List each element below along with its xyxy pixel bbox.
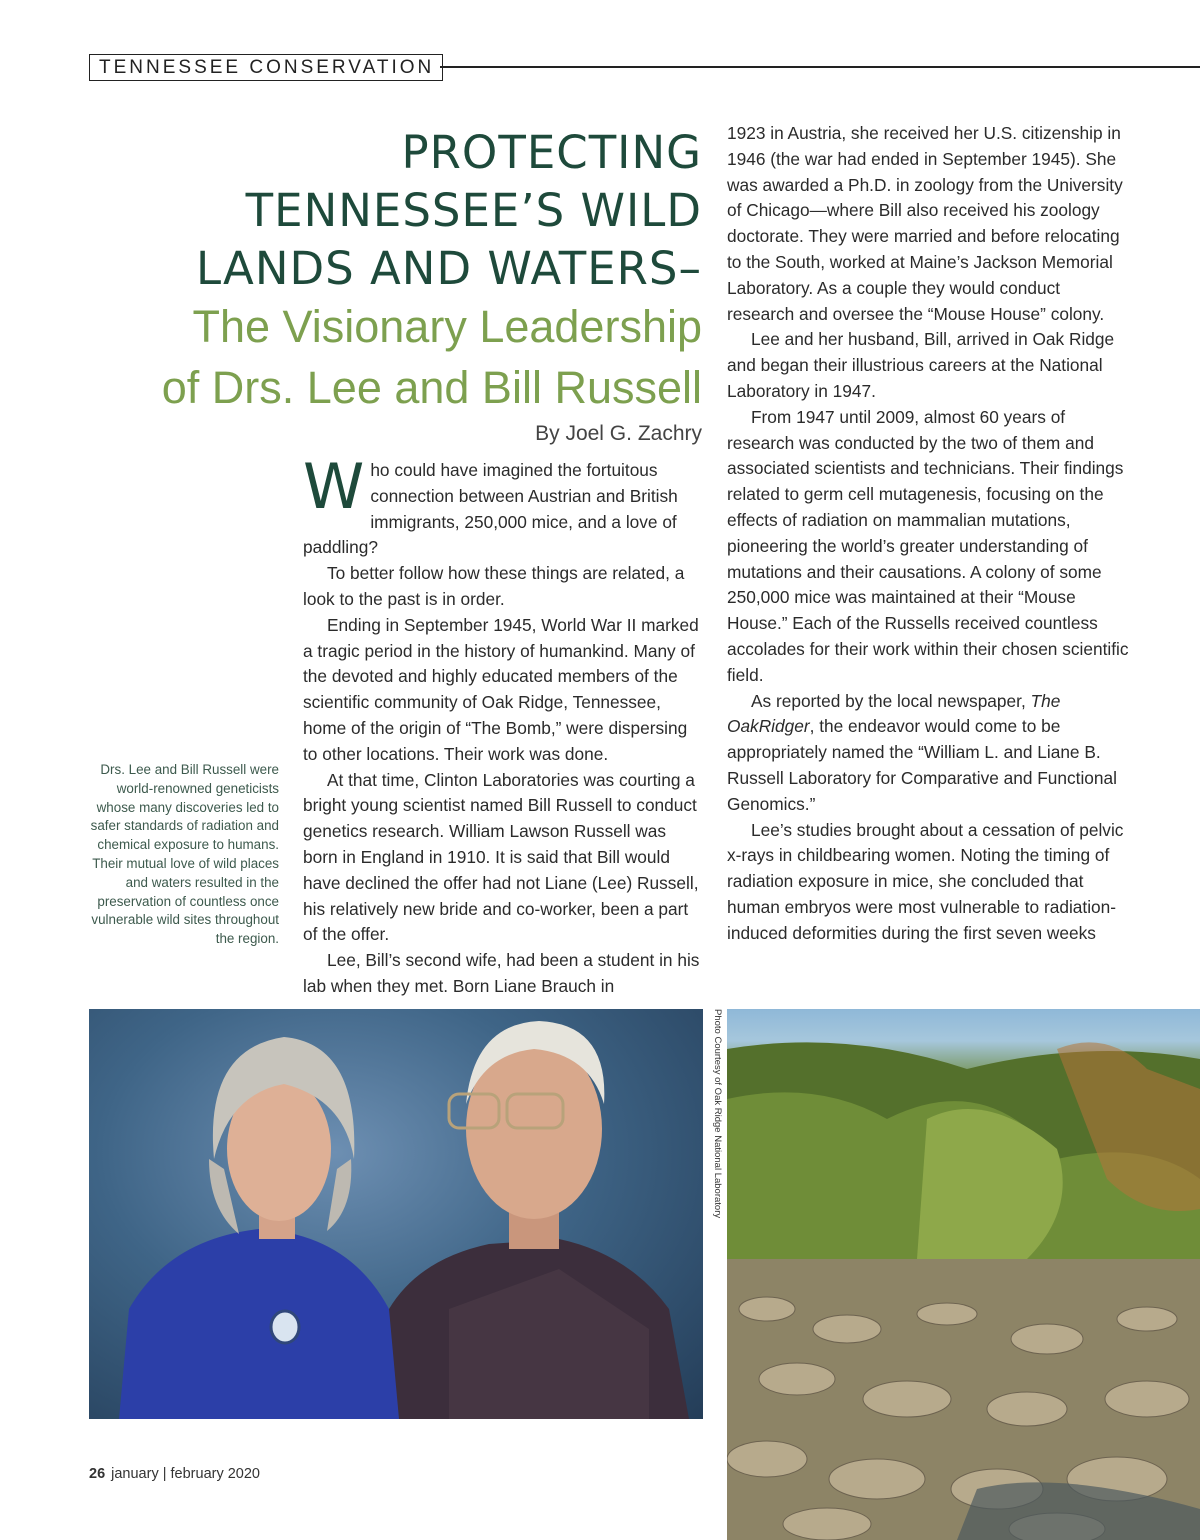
portrait-illustration <box>89 1009 703 1419</box>
page-number: 26 <box>89 1466 106 1482</box>
headline <box>196 124 702 298</box>
headline-line: PROTECTING <box>401 126 702 179</box>
paragraph: Lee, Bill’s second wife, had been a student in his lab when they met. Born Liane Brauch in <box>303 950 700 996</box>
paragraph: Lee and her husband, Bill, arrived in Oak Ridge and began their illustrious careers at the National Laboratory in 1947. <box>727 329 1115 401</box>
portrait-photo <box>89 1009 703 1419</box>
section-tag: TENNESSEE CONSERVATION <box>89 54 443 81</box>
paragraph: At that time, Clinton Laboratories was courting a bright young scientist named Bill Russell to conduct genetics research. William Lawson Russell was born in England in 1910. It is said that Bill would have declined the offer had not Liane (Lee) Russell, his relatively new bride and co-worker, been a part of the offer. <box>303 769 699 945</box>
article-column-left <box>303 450 703 1000</box>
paragraph-text: As reported by the local newspaper, <box>751 690 1031 711</box>
article-column-right <box>727 121 1129 947</box>
drop-cap: W <box>303 450 365 523</box>
photo-credit <box>712 1009 722 1229</box>
subhead-line: The Visionary Leadership <box>192 301 702 352</box>
paragraph: Ending in September 1945, World War II marked a tragic period in the history of humankind. Many of the devoted and highly educated members of the scientific community of Oak Ridge, Tennessee, home of the origin of “The Bomb,” were dispersing to other locations. Their work was done. <box>303 614 699 764</box>
issue-date: january | february 2020 <box>111 1466 260 1482</box>
paragraph: To better follow how these things are related, a look to the past is in order. <box>303 563 685 609</box>
newspaper-name: The OakRidger <box>727 690 1061 737</box>
paragraph <box>303 450 703 561</box>
header-rule <box>440 66 1200 68</box>
byline: By Joel G. Zachry <box>535 422 702 445</box>
river-illustration <box>727 1009 1200 1540</box>
photo-caption: Drs. Lee and Bill Russell were world-renowned geneticists whose many discoveries led to safer standards of radiation and chemical exposure to humans. Their mutual love of wild places and waters resulted in the preservation of countless once vulnerable wild sites throughout the region. <box>90 762 279 947</box>
page-footer <box>89 1466 260 1482</box>
paragraph-text: , the endeavor would come to be appropriately named the “William L. and Liane B. Russell Laboratory for Comparative and Functional Genomics.” <box>727 716 1117 814</box>
subhead <box>162 296 702 418</box>
paragraph: 1923 in Austria, she received her U.S. citizenship in 1946 (the war had ended in September 1945). She was awarded a Ph.D. in zoology from the University of Chicago—where Bill also received his zoology doctorate. They were married and before relocating to the South, worked at Maine’s Jackson Memorial Laboratory. As a couple they would conduct research and oversee the “Mouse House” colony. <box>727 123 1123 324</box>
subhead-line: of Drs. Lee and Bill Russell <box>161 362 702 413</box>
paragraph: From 1947 until 2009, almost 60 years of research was conducted by the two of them and associated scientists and technicians. Their findings related to germ cell mutagenesis, focusing on the effects of radiation on mammalian mutations, pioneering the world’s greater understanding of mutations and their causations. A colony of some 250,000 mice was maintained at their “Mouse House.” Each of the Russells received countless accolades for their work within their chosen scientific field. <box>727 406 1129 685</box>
headline-line: LANDS AND WATERS– <box>195 242 702 295</box>
headline-line: TENNESSEE’S WILD <box>245 184 702 237</box>
river-photo <box>727 1009 1200 1540</box>
paragraph-text: ho could have imagined the fortuitous connection between Austrian and British immigrants, 250,000 mice, and a love of paddling? <box>303 460 678 558</box>
photo-credit-text: Photo Courtesy of Oak Ridge National Laboratory <box>712 1009 723 1219</box>
paragraph: Lee’s studies brought about a cessation of pelvic x-rays in childbearing women. Noting the timing of radiation exposure in mice, she concluded that human embryos were most vulnerable to radiation-induced deformities during the first seven weeks <box>727 819 1124 943</box>
paragraph <box>727 689 1129 818</box>
